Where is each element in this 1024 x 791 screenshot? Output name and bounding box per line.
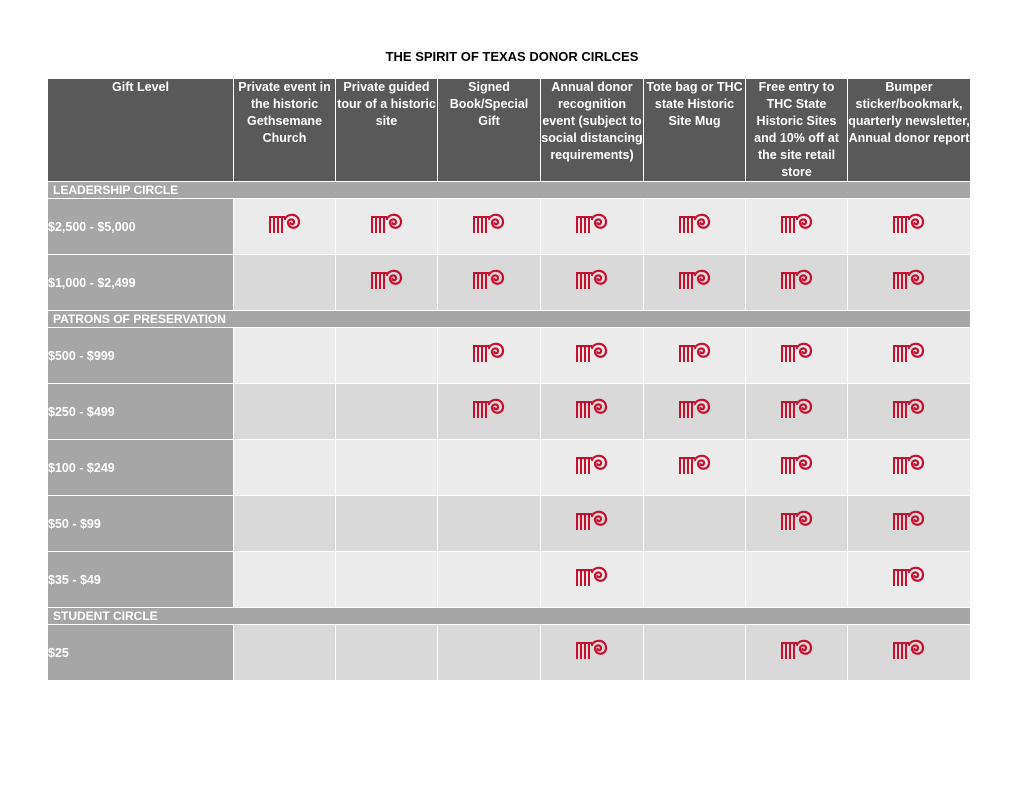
thc-logo-icon <box>678 340 712 366</box>
benefit-cell <box>541 255 644 311</box>
tier-row <box>48 552 971 608</box>
benefit-cell <box>848 199 971 255</box>
tier-row <box>48 384 971 440</box>
column-header-private-event: Private event in the historic Gethsemane Church <box>234 79 336 182</box>
benefit-cell <box>848 625 971 681</box>
header-row <box>48 79 971 182</box>
gift-level-label: $500 - $999 <box>48 328 234 384</box>
gift-level-label: $35 - $49 <box>48 552 234 608</box>
thc-logo-icon <box>472 340 506 366</box>
benefit-cell <box>438 328 541 384</box>
thc-logo-icon <box>892 340 926 366</box>
benefit-cell <box>541 440 644 496</box>
thc-logo-icon <box>892 396 926 422</box>
thc-logo-icon <box>575 267 609 293</box>
section-row <box>48 608 971 625</box>
benefit-cell <box>438 255 541 311</box>
gift-level-label: $100 - $249 <box>48 440 234 496</box>
donor-circles-table <box>47 78 971 681</box>
thc-logo-icon <box>370 211 404 237</box>
gift-level-label: $25 <box>48 625 234 681</box>
tier-row <box>48 199 971 255</box>
benefit-cell <box>644 552 746 608</box>
thc-logo-icon <box>892 508 926 534</box>
benefit-cell <box>848 255 971 311</box>
benefit-cell <box>746 255 848 311</box>
benefit-cell <box>336 552 438 608</box>
thc-logo-icon <box>678 211 712 237</box>
benefit-cell <box>336 255 438 311</box>
tier-row <box>48 440 971 496</box>
benefit-cell <box>336 199 438 255</box>
thc-logo-icon <box>575 564 609 590</box>
thc-logo-icon <box>780 452 814 478</box>
benefit-cell <box>234 384 336 440</box>
tier-row <box>48 328 971 384</box>
benefit-cell <box>848 328 971 384</box>
benefit-cell <box>644 255 746 311</box>
gift-level-label: $1,000 - $2,499 <box>48 255 234 311</box>
table-body <box>48 182 971 681</box>
thc-logo-icon <box>780 267 814 293</box>
section-row <box>48 182 971 199</box>
gift-level-label: $250 - $499 <box>48 384 234 440</box>
column-header-tote-bag-mug: Tote bag or THC state Historic Site Mug <box>644 79 746 182</box>
tier-row <box>48 255 971 311</box>
benefit-cell <box>336 328 438 384</box>
benefit-cell <box>234 496 336 552</box>
benefit-cell <box>644 440 746 496</box>
benefit-cell <box>234 328 336 384</box>
thc-logo-icon <box>268 211 302 237</box>
thc-logo-icon <box>575 637 609 663</box>
benefit-cell <box>438 199 541 255</box>
thc-logo-icon <box>575 340 609 366</box>
benefit-cell <box>644 384 746 440</box>
benefit-cell <box>234 440 336 496</box>
benefit-cell <box>336 625 438 681</box>
column-header-recognition-event: Annual donor recognition event (subject to social distancing requirements) <box>541 79 644 182</box>
section-title: STUDENT CIRCLE <box>48 608 971 625</box>
column-header-signed-book: Signed Book/Special Gift <box>438 79 541 182</box>
benefit-cell <box>541 384 644 440</box>
column-header-guided-tour: Private guided tour of a historic site <box>336 79 438 182</box>
benefit-cell <box>848 552 971 608</box>
benefit-cell <box>541 328 644 384</box>
column-header-gift-level: Gift Level <box>48 79 234 182</box>
section-title: PATRONS OF PRESERVATION <box>48 311 971 328</box>
thc-logo-icon <box>575 211 609 237</box>
benefit-cell <box>438 440 541 496</box>
column-header-free-entry: Free entry to THC State Historic Sites and 10% off at the site retail store <box>746 79 848 182</box>
section-row <box>48 311 971 328</box>
benefit-cell <box>746 625 848 681</box>
thc-logo-icon <box>472 396 506 422</box>
section-title: LEADERSHIP CIRCLE <box>48 182 971 199</box>
gift-level-label: $50 - $99 <box>48 496 234 552</box>
benefit-cell <box>234 199 336 255</box>
thc-logo-icon <box>780 508 814 534</box>
thc-logo-icon <box>370 267 404 293</box>
benefit-cell <box>746 328 848 384</box>
thc-logo-icon <box>678 267 712 293</box>
benefit-cell <box>438 552 541 608</box>
benefit-cell <box>336 496 438 552</box>
benefit-cell <box>336 440 438 496</box>
benefit-cell <box>746 384 848 440</box>
benefit-cell <box>746 440 848 496</box>
thc-logo-icon <box>678 396 712 422</box>
thc-logo-icon <box>892 637 926 663</box>
benefit-cell <box>644 199 746 255</box>
benefit-cell <box>746 199 848 255</box>
thc-logo-icon <box>892 452 926 478</box>
tier-row <box>48 625 971 681</box>
page-title: THE SPIRIT OF TEXAS DONOR CIRLCES <box>385 49 639 64</box>
thc-logo-icon <box>575 396 609 422</box>
benefit-cell <box>848 440 971 496</box>
benefit-cell <box>438 625 541 681</box>
thc-logo-icon <box>780 340 814 366</box>
gift-level-label: $2,500 - $5,000 <box>48 199 234 255</box>
thc-logo-icon <box>780 396 814 422</box>
thc-logo-icon <box>892 267 926 293</box>
benefit-cell <box>234 625 336 681</box>
thc-logo-icon <box>678 452 712 478</box>
thc-logo-icon <box>472 267 506 293</box>
benefit-cell <box>541 552 644 608</box>
benefit-cell <box>848 496 971 552</box>
benefit-cell <box>541 496 644 552</box>
thc-logo-icon <box>892 211 926 237</box>
thc-logo-icon <box>892 564 926 590</box>
thc-logo-icon <box>780 211 814 237</box>
thc-logo-icon <box>472 211 506 237</box>
benefit-cell <box>438 384 541 440</box>
benefit-cell <box>746 496 848 552</box>
thc-logo-icon <box>575 508 609 534</box>
benefit-cell <box>541 625 644 681</box>
column-header-bumper-sticker: Bumper sticker/bookmark, quarterly newsletter, Annual donor report <box>848 79 971 182</box>
benefit-cell <box>336 384 438 440</box>
benefit-cell <box>541 199 644 255</box>
benefit-cell <box>644 328 746 384</box>
thc-logo-icon <box>575 452 609 478</box>
tier-row <box>48 496 971 552</box>
benefit-cell <box>234 552 336 608</box>
benefit-cell <box>644 496 746 552</box>
benefit-cell <box>848 384 971 440</box>
benefit-cell <box>234 255 336 311</box>
thc-logo-icon <box>780 637 814 663</box>
benefit-cell <box>644 625 746 681</box>
benefit-cell <box>438 496 541 552</box>
benefit-cell <box>746 552 848 608</box>
